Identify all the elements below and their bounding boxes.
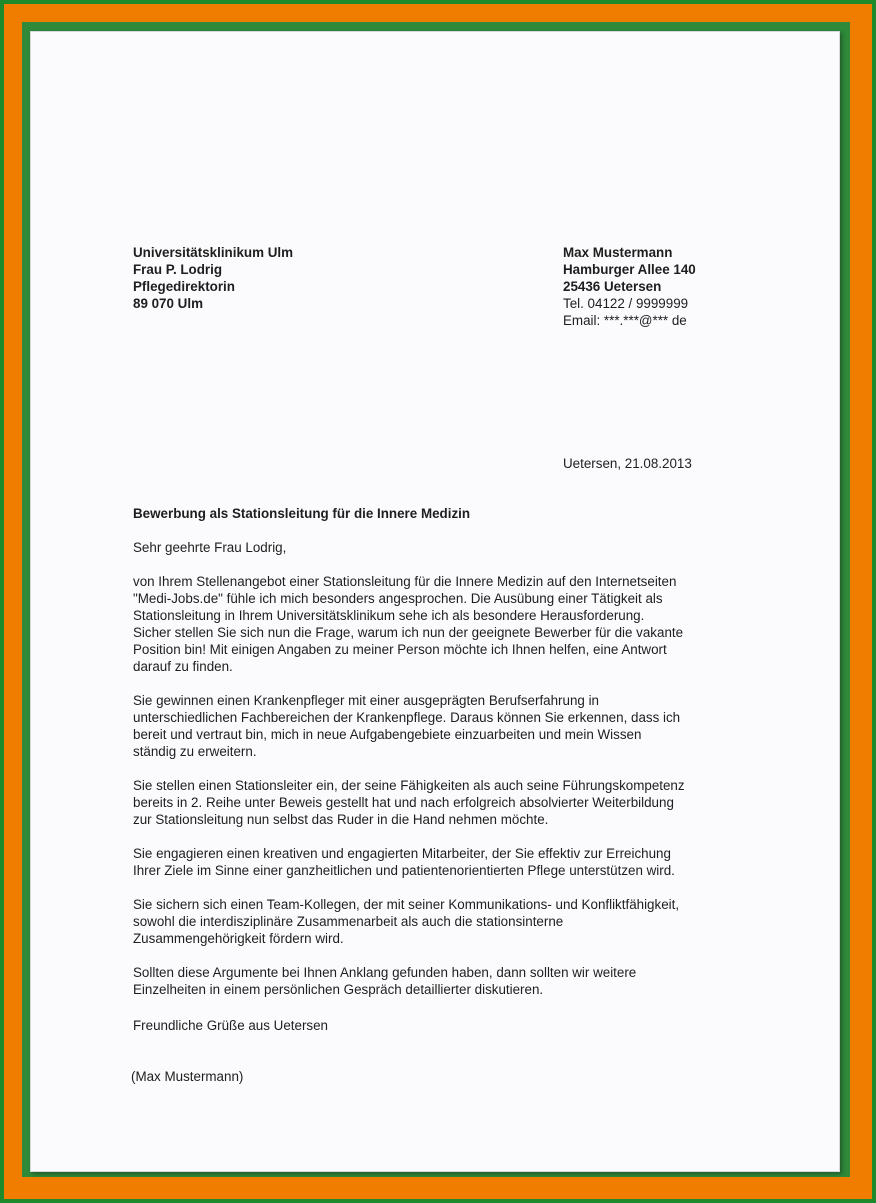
body-line: von Ihrem Stellenangebot einer Stationsleitung für die Innere Medizin auf den Internetseiten: [133, 574, 677, 589]
body-line: unterschiedlichen Fachbereichen der Krankenpflege. Daraus können Sie erkennen, dass ich: [133, 710, 681, 725]
body-line: bereit und vertraut bin, mich in neue Aufgabengebiete einzuarbeiten und mein Wissen: [133, 727, 642, 742]
body-paragraph: [133, 777, 773, 828]
body-paragraph: [133, 573, 773, 675]
sender-city: 25436 Uetersen: [563, 279, 662, 294]
body-line: Stationsleitung in Ihrem Universitätsklinikum sehe ich als besondere Herausforderung.: [133, 608, 645, 623]
letter-subject: Bewerbung als Stationsleitung für die Innere Medizin: [133, 506, 471, 521]
closing-greeting: Freundliche Grüße aus Uetersen: [133, 1018, 329, 1033]
sender-phone: Tel. 04122 / 9999999: [563, 296, 689, 311]
body-line: bereits in 2. Reihe unter Beweis gestellt hat und nach erfolgreich absolvierter Weiterbildung: [133, 795, 674, 810]
body-paragraph: [133, 692, 773, 760]
sender-address: [563, 244, 696, 329]
body-line: darauf zu finden.: [133, 659, 233, 674]
body-line: Sie gewinnen einen Krankenpfleger mit einer ausgeprägten Berufserfahrung in: [133, 693, 599, 708]
body-line: Sollten diese Argumente bei Ihnen Anklang gefunden haben, dann sollten wir weitere: [133, 965, 637, 980]
sender-email: Email: ***.***@*** de: [563, 313, 687, 328]
recipient-address: [133, 244, 293, 312]
sender-street: Hamburger Allee 140: [563, 262, 696, 277]
body-line: Ihrer Ziele im Sinne einer ganzheitlichen und patientenorientierten Pflege unterstützen wird.: [133, 863, 675, 878]
body-line: Sie stellen einen Stationsleiter ein, der seine Fähigkeiten als auch seine Führungskompetenz: [133, 778, 685, 793]
sender-name: Max Mustermann: [563, 245, 673, 260]
body-line: Zusammengehörigkeit fördern wird.: [133, 931, 344, 946]
body-line: zur Stationsleitung nun selbst das Ruder in die Hand nehmen möchte.: [133, 812, 549, 827]
salutation: Sehr geehrte Frau Lodrig,: [133, 540, 287, 555]
body-line: Position bin! Mit einigen Angaben zu meiner Person möchte ich Ihnen helfen, eine Antwort: [133, 642, 667, 657]
recipient-line: Frau P. Lodrig: [133, 262, 223, 277]
body-line: ständig zu erweitern.: [133, 744, 257, 759]
recipient-line: Universitätsklinikum Ulm: [133, 245, 293, 260]
signature-name: (Max Mustermann): [131, 1069, 244, 1084]
body-line: "Medi-Jobs.de" fühle ich mich besonders angesprochen. Die Ausübung einer Tätigkeit als: [133, 591, 663, 606]
letter-date: Uetersen, 21.08.2013: [563, 456, 692, 471]
body-line: Einzelheiten in einem persönlichen Gespräch detaillierter diskutieren.: [133, 982, 544, 997]
body-paragraph: [133, 964, 773, 998]
body-line: Sie sichern sich einen Team-Kollegen, der mit seiner Kommunikations- und Konfliktfähigkeit,: [133, 897, 680, 912]
body-paragraph: [133, 896, 773, 947]
body-line: sowohl die interdisziplinäre Zusammenarbeit als auch die stationsinterne: [133, 914, 564, 929]
body-line: Sie engagieren einen kreativen und engagierten Mitarbeiter, der Sie effektiv zur Erreichung: [133, 846, 671, 861]
body-paragraph: [133, 845, 773, 879]
recipient-line: 89 070 Ulm: [133, 296, 203, 311]
letter-body: [133, 573, 773, 1015]
letter-page: [30, 31, 840, 1172]
body-line: Sicher stellen Sie sich nun die Frage, warum ich nun der geeignete Bewerber für die vakante: [133, 625, 684, 640]
recipient-line: Pflegedirektorin: [133, 279, 235, 294]
